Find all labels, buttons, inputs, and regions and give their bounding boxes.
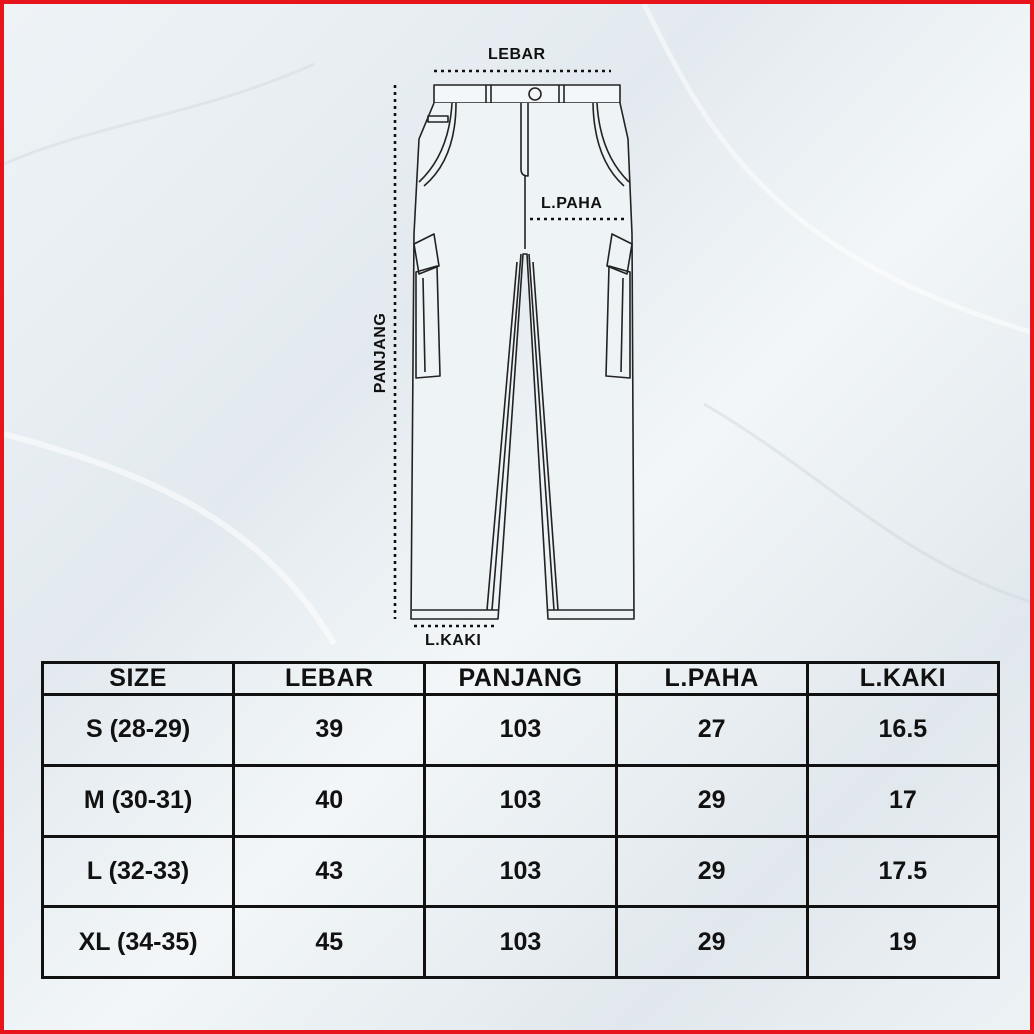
cell-size: S (28-29) [43, 695, 234, 766]
cell-lkaki: 17 [807, 765, 998, 836]
cell-lebar: 43 [234, 836, 425, 907]
cell-lebar: 40 [234, 765, 425, 836]
cell-lpaha: 27 [616, 695, 807, 766]
cell-size: L (32-33) [43, 836, 234, 907]
cell-lkaki: 17.5 [807, 836, 998, 907]
cell-lpaha: 29 [616, 765, 807, 836]
cargo-pants-outline-icon [4, 4, 1034, 664]
pants-diagram [4, 4, 1034, 664]
cell-panjang: 103 [425, 907, 616, 978]
header-lebar: LEBAR [234, 663, 425, 695]
cell-panjang: 103 [425, 836, 616, 907]
lebar-label: LEBAR [488, 46, 546, 63]
header-size: SIZE [43, 663, 234, 695]
lkaki-label: L.KAKI [425, 632, 482, 649]
cell-panjang: 103 [425, 765, 616, 836]
table-row [43, 695, 999, 766]
header-lkaki: L.KAKI [807, 663, 998, 695]
table-header-row [43, 663, 999, 695]
size-table [41, 661, 1000, 979]
header-lpaha: L.PAHA [616, 663, 807, 695]
cell-lebar: 45 [234, 907, 425, 978]
cell-panjang: 103 [425, 695, 616, 766]
header-panjang: PANJANG [425, 663, 616, 695]
cell-lebar: 39 [234, 695, 425, 766]
table-row [43, 907, 999, 978]
cell-size: XL (34-35) [43, 907, 234, 978]
cell-lkaki: 16.5 [807, 695, 998, 766]
cell-lpaha: 29 [616, 836, 807, 907]
cell-lkaki: 19 [807, 907, 998, 978]
panjang-label: PANJANG [372, 312, 389, 394]
lpaha-label: L.PAHA [541, 195, 603, 212]
table-row [43, 836, 999, 907]
table-row [43, 765, 999, 836]
cell-lpaha: 29 [616, 907, 807, 978]
cell-size: M (30-31) [43, 765, 234, 836]
